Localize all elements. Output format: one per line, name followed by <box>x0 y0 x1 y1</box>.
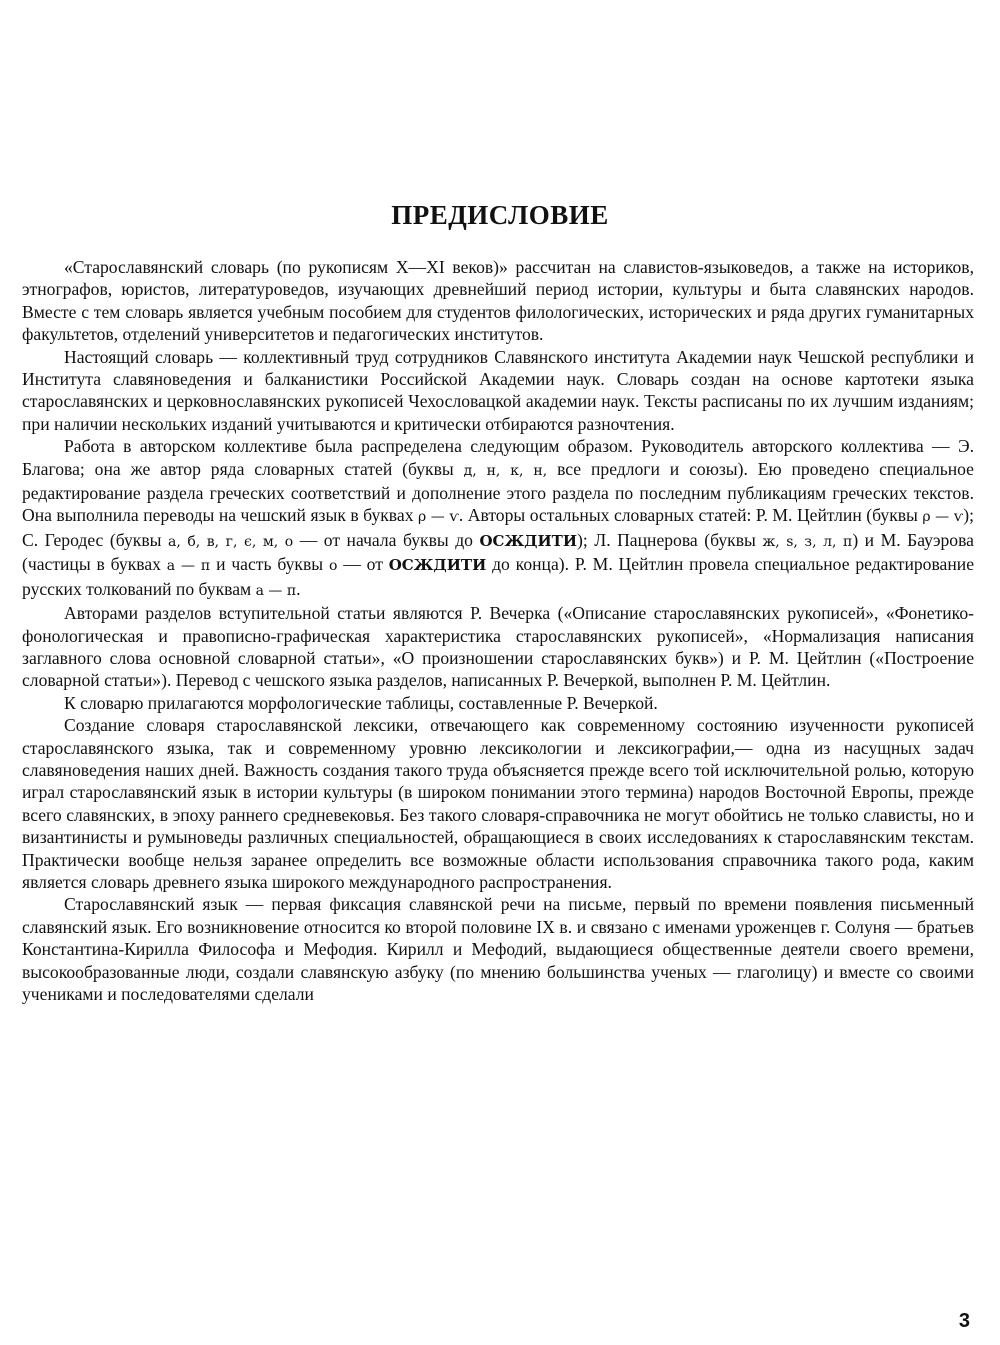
paragraph-5: К словарю прилагаются морфологические таблицы, составленные Р. Вечеркой. <box>64 692 658 713</box>
p3-text-k: . <box>296 578 301 599</box>
body-text <box>22 256 974 1005</box>
paragraph-7: Старославянский язык — первая фиксация славянской речи на письме, первый по времени появления письменный славянский язык. Его возникновение относится ко второй половине IX в. и связано с именами уроженцев г. Солуня — братьев Константина-Кирилла Философа и Мефодия. Кирилл и Мефодий, выдающиеся общественные деятели своего времени, высокообразованные люди, создали славянскую азбуку (по мнению большинства ученых — глаголицу) и вместе со своими учениками и последователями сделали <box>22 894 974 1004</box>
p3-text-b: все предлоги и союзы). Ею проведено специальное редактирование раздела греческих соответствий и дополнение этого раздела по последним публикациям греческих текстов. Она выполнила переводы на чешский язык в буквах <box>22 458 974 526</box>
p3-church-word-1: ОСЖДИТИ <box>479 531 578 550</box>
paragraph-2: Настоящий словарь — коллективный труд сотрудников Славянского института Академии наук Чешской республики и Института славяноведения и балканистики Российской Академии наук. Словарь создан на основе картотеки языка старославянских и церковнославянских рукописей Чехословацкой академии наук. Тексты расписаны по их лучшим изданиям; при наличии нескольких изданий учитываются и критически отбираются разночтения. <box>22 346 974 434</box>
p3-text-f: ); Л. Пацнерова (буквы <box>577 529 763 550</box>
page-number: 3 <box>958 1310 970 1332</box>
p3-text-c: . Авторы остальных словарных статей: Р. М. Цейтлин (буквы <box>458 505 923 526</box>
paragraph-6: Создание словаря старославянской лексики, отвечающего как современному состоянию изученности рукописей старославянского языка, так и современному уровню лексикологии и лексикографии,— одна из насущных задач славяноведения наших дней. Важность создания такого труда объясняется прежде всего той исключительной ролью, которую играл старославянский язык в истории культуры (в широком понимании этого термина) народов Восточной Европы, прежде всего славянских, в эпоху раннего средневековья. Без такого словаря-справочника не могут обойтись не только слависты, но и византинисты и румыноведы различных специальностей, обращающиеся в своих исследованиях к старославянским текстам. Практически вообще нельзя заранее определить все возможные области использования справочника такого рода, каким является словарь древнего языка широкого международного распространения. <box>22 715 974 892</box>
paragraph-1: «Старославянский словарь (по рукописям X—XI веков)» рассчитан на славистов-языковедов, а также на историков, этнографов, юристов, литературоведов, изучающих древнейший период истории, культуры и быта славянских народов. Вместе с тем словарь является учебным пособием для студентов филологических, исторических и ряда других гуманитарных факультетов, отделений университетов и педагогических институтов. <box>22 257 974 345</box>
paragraph-4: Авторами разделов вступительной статьи являются Р. Вечерка («Описание старославянских рукописей», «Фонетико-фонологическая и правописно-графическая характеристика старославянских рукописей», «Нормализация написания заглавного слова основной словарной статьи», «О произношении старославянских букв») и Р. М. Цейтлин («Построение словарной статьи»). Перевод с чешского языка разделов, написанных Р. Вечеркой, выполнен Р. М. Цейтлин. <box>22 603 974 691</box>
p3-church-letters-8: а — п <box>255 582 297 599</box>
p3-text-a: Работа в авторском коллективе была распределена следующим образом. Руководитель авторского коллектива — Э. Благова; она же автор ряда словарных статей (буквы <box>22 436 974 479</box>
p3-text-g: ) и М. Бауэрова (частицы в буквах <box>22 529 974 575</box>
p3-text-h: и часть буквы <box>210 554 329 575</box>
p3-church-letters-4: а, б, в, г, є, м, о <box>168 533 294 550</box>
p3-text-e: — от начала буквы до <box>293 529 480 550</box>
p3-church-word-2: ОСЖДИТИ <box>388 556 487 575</box>
p3-church-letters-5: ж, ѕ, з, л, п <box>762 533 853 550</box>
p3-church-letters-7: о <box>328 558 338 575</box>
p3-church-letters-3: ρ — ѵ <box>922 509 964 526</box>
paragraph-3 <box>22 435 974 602</box>
p3-text-d: ); С. Геродес (буквы <box>22 505 974 550</box>
p3-church-letters-2: ρ — ѵ <box>418 509 459 526</box>
p3-text-i: — от <box>337 554 389 575</box>
page-title: ПРЕДИСЛОВИЕ <box>391 200 609 230</box>
p3-church-letters-1: д, н, к, н, <box>463 462 548 479</box>
p3-text-j: до конца). Р. М. Цейтлин провела специальное редактирование русских толкований по буквам <box>22 554 975 599</box>
p3-church-letters-6: а — п <box>166 558 211 575</box>
